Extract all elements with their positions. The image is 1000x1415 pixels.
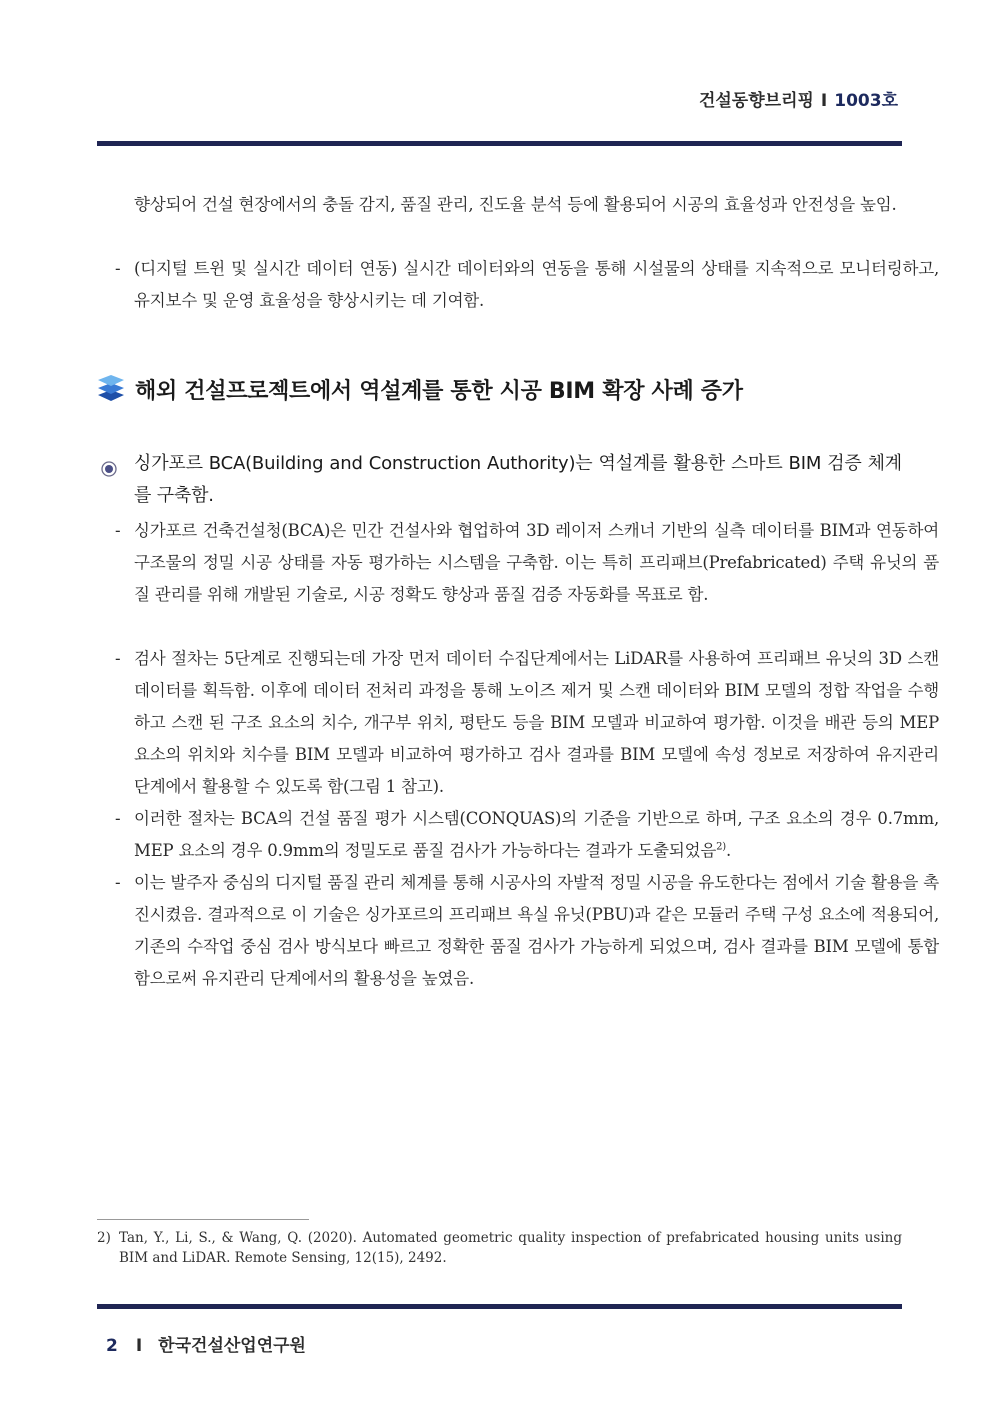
dash-item-procedure xyxy=(97,643,939,803)
dash-item-text: 검사 절차는 5단계로 진행되는데 가장 먼저 데이터 수집단계에서는 LiDAR를 사용하여 프리패브 유닛의 3D 스캔 데이터를 획득함. 이후에 데이터 전처리 과정을 통해 노이즈 제거 및 스캔 데이터와 BIM 모델의 정합 작업을 수행하고 스캔 된 구조 요소의 치수, 개구부 위치, 평탄도 등을 BIM 모델과 비교하여 평가함. 이것을 배관 등의 MEP 요소의 위치와 치수를 BIM 모델과 비교하여 평가하고 검사 결과를 BIM 모델에 속성 정보로 저장하여 유지관리 단계에서 활용할 수 있도록 함(그림 1 참고). xyxy=(134,649,939,796)
header-separator: I xyxy=(820,91,828,111)
dash-item-digital-twin xyxy=(97,253,939,317)
dash-item-text: 이러한 절차는 BCA의 건설 품질 평가 시스템(CONQUAS)의 기준을 기반으로 하며, 구조 요소의 경우 0.7mm, MEP 요소의 경우 0.9mm의 정밀도로 품질 검사가 가능하다는 결과가 도출되었음 xyxy=(134,809,939,860)
running-footer xyxy=(106,1331,306,1356)
dash-item-text: (디지털 트윈 및 실시간 데이터 연동) 실시간 데이터와의 연동을 통해 시설물의 상태를 지속적으로 모니터링하고, 유지보수 및 운영 효율성을 향상시키는 데 기여함. xyxy=(134,259,939,310)
dash-item-conquas xyxy=(97,803,939,867)
dash-item-owner xyxy=(97,867,939,995)
bullet-item xyxy=(97,448,902,512)
bullet-text: 싱가포르 BCA(Building and Construction Authority)는 역설계를 활용한 스마트 BIM 검증 체계를 구축함. xyxy=(134,453,902,506)
footer-separator: I xyxy=(135,1336,143,1356)
stacked-layers-icon xyxy=(97,372,125,406)
footnote-text: Tan, Y., Li, S., & Wang, Q. (2020). Automated geometric quality inspection of prefabricated housing units using BIM and LiDAR. Remote Sensing, 12(15), 2492. xyxy=(119,1230,902,1266)
organization-name: 한국건설산업연구원 xyxy=(158,1336,306,1356)
dash-marker: - xyxy=(115,809,121,828)
dash-marker: - xyxy=(115,259,121,278)
running-header xyxy=(699,86,898,111)
dash-item-bca xyxy=(97,515,939,611)
dash-item-text: 이는 발주자 중심의 디지털 품질 관리 체계를 통해 시공사의 자발적 정밀 시공을 유도한다는 점에서 기술 활용을 촉진시켰음. 결과적으로 이 기술은 싱가포르의 프리패브 욕실 유닛(PBU)과 같은 모듈러 주택 구성 요소에 적용되어, 기존의 수작업 중심 검사 방식보다 빠르고 정확한 품질 검사가 가능하게 되었으며, 검사 결과를 BIM 모델에 통합함으로써 유지관리 단계에서의 활용성을 높였음. xyxy=(134,873,939,988)
footnote-number: 2) xyxy=(97,1230,111,1246)
paragraph-text: 향상되어 건설 현장에서의 충돌 감지, 품질 관리, 진도율 분석 등에 활용되어 시공의 효율성과 안전성을 높임. xyxy=(134,195,897,214)
footer-rule xyxy=(97,1304,902,1309)
header-rule xyxy=(97,141,902,146)
dash-marker: - xyxy=(115,521,121,540)
section-heading xyxy=(97,372,743,406)
footnote-reference: 2) xyxy=(716,841,726,853)
journal-title: 건설동향브리핑 xyxy=(698,91,814,111)
dash-marker: - xyxy=(115,649,121,668)
radio-bullet-icon xyxy=(101,456,117,488)
dash-marker: - xyxy=(115,873,121,892)
sentence-end: . xyxy=(725,841,731,860)
paragraph-continued xyxy=(97,189,939,221)
footnote-divider xyxy=(97,1219,309,1220)
footnote xyxy=(97,1228,902,1268)
dash-item-text: 싱가포르 건축건설청(BCA)은 민간 건설사와 협업하여 3D 레이저 스캐너 기반의 실측 데이터를 BIM과 연동하여 구조물의 정밀 시공 상태를 자동 평가하는 시스템을 구축함. 이는 특히 프리패브(Prefabricated) 주택 유닛의 품질 관리를 위해 개발된 기술로, 시공 정확도 향상과 품질 검증 자동화를 목표로 함. xyxy=(134,521,939,604)
page-number: 2 xyxy=(106,1336,118,1356)
section-title: 해외 건설프로젝트에서 역설계를 통한 시공 BIM 확장 사례 증가 xyxy=(135,378,743,404)
issue-number: 1003호 xyxy=(834,91,898,111)
